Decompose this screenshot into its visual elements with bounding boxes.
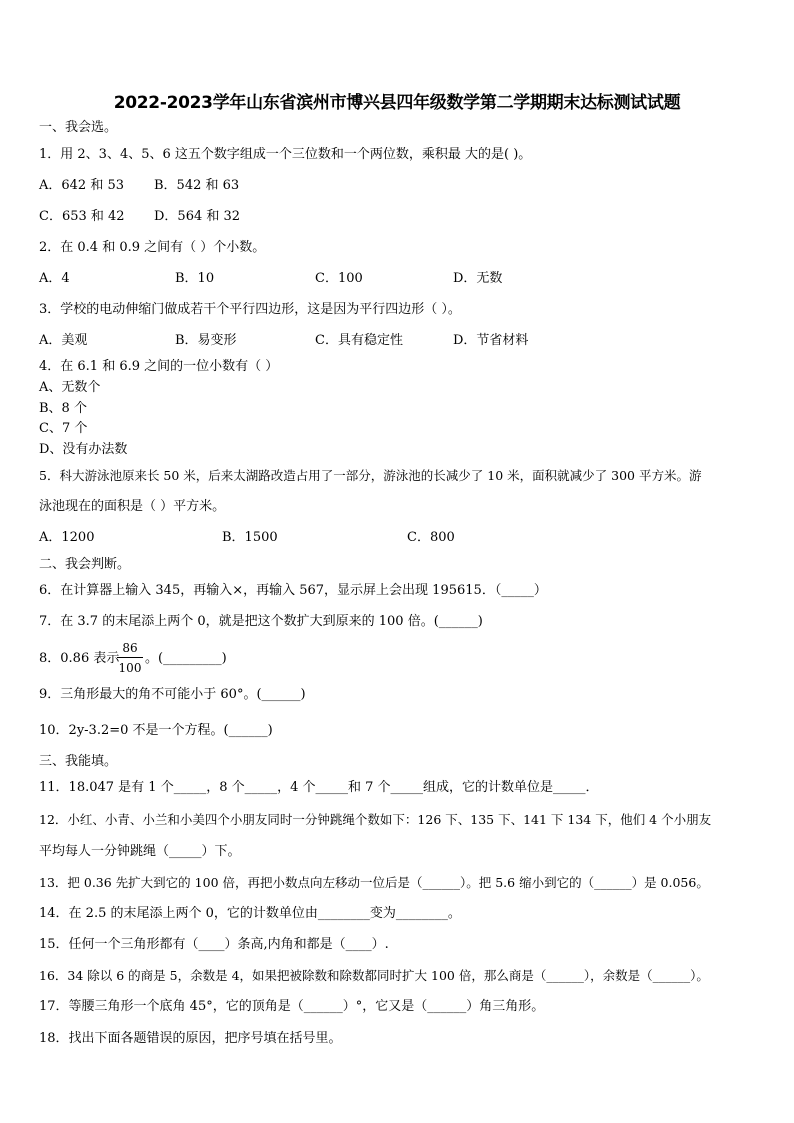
question-1-option-a: A．642 和 53 — [39, 178, 125, 193]
question-16: 16．34 除以 6 的商是 5，余数是 4，如果把被除数和除数都同时扩大 100 倍，那么商是（______），余数是（______）。 — [39, 968, 709, 983]
question-4-option-a: A、无数个 — [39, 380, 101, 395]
question-1-option-d: D．564 和 32 — [154, 209, 241, 224]
fraction-denominator: 100 — [118, 661, 142, 675]
question-7: 7．在 3.7 的末尾添上两个 0，就是把这个数扩大到原来的 100 倍。(______) — [39, 614, 483, 629]
question-4-option-d: D、没有办法数 — [39, 442, 128, 457]
question-5-stem-line-1: 5．科大游泳池原来长 50 米，后来太湖路改造占用了一部分，游泳池的长减少了 10 米，面积就减少了 300 平方米。游 — [39, 468, 702, 483]
question-5-option-c: C．800 — [407, 530, 455, 545]
question-2-option-c: C．100 — [315, 271, 363, 286]
question-3-option-d: D．节省材料 — [453, 333, 529, 348]
question-3-option-b: B．易变形 — [175, 333, 237, 348]
question-1-option-c: C．653 和 42 — [39, 209, 125, 224]
question-5-option-b: B．1500 — [222, 530, 278, 545]
question-12-line-2: 平均每人一分钟跳绳（_____）下。 — [39, 844, 241, 859]
question-2-option-b: B．10 — [175, 271, 215, 286]
question-8-prefix — [39, 651, 119, 667]
section-heading-fill: 三、我能填。 — [39, 754, 118, 769]
question-8-text: 8．0.86 表示 — [39, 651, 120, 666]
question-4-stem: 4．在 6.1 和 6.9 之间的一位小数有（ ） — [39, 359, 279, 374]
section-heading-judge: 二、我会判断。 — [39, 557, 131, 572]
section-heading-choose: 一、我会选。 — [39, 120, 118, 135]
question-2-stem: 2．在 0.4 和 0.9 之间有（ ）个小数。 — [39, 240, 266, 255]
question-3-option-a: A．美观 — [39, 333, 88, 348]
question-3-option-c: C．具有稳定性 — [315, 333, 403, 348]
question-6: 6．在计算器上输入 345，再输入×，再输入 567，显示屏上会出现 195615．（_____） — [39, 583, 547, 598]
question-10: 10．2y-3.2=0 不是一个方程。(______) — [39, 723, 273, 738]
question-5-option-a: A．1200 — [39, 530, 95, 545]
question-5-stem-line-2: 泳池现在的面积是（ ）平方米。 — [39, 499, 226, 514]
question-8-answer-blank: 。(_________) — [145, 651, 227, 666]
question-4-option-b: B、8 个 — [39, 401, 87, 416]
question-12-line-1: 12．小红、小青、小兰和小美四个小朋友同时一分钟跳绳个数如下：126 下、135 下、141 下 134 下，他们 4 个小朋友 — [39, 812, 712, 827]
question-1-option-b: B．542 和 63 — [154, 178, 240, 193]
question-18: 18．找出下面各题错误的原因，把序号填在括号里。 — [39, 1031, 342, 1046]
question-9: 9．三角形最大的角不可能小于 60°。(______) — [39, 687, 306, 702]
question-4-option-c: C、7 个 — [39, 421, 88, 436]
question-1-stem: 1．用 2、3、4、5、6 这五个数字组成一个三位数和一个两位数，乘积最 大的是( )。 — [39, 147, 532, 162]
question-14: 14．在 2.5 的末尾添上两个 0，它的计数单位由________变为________。 — [39, 906, 461, 921]
question-13: 13．把 0.36 先扩大到它的 100 倍，再把小数点向左移动一位后是（______）。把 5.6 缩小到它的（______）是 0.056。 — [39, 875, 709, 890]
question-2-option-d: D．无数 — [453, 271, 503, 286]
question-15: 15．任何一个三角形都有（____）条高,内角和都是（____）. — [39, 937, 389, 952]
fraction-numerator: 86 — [122, 641, 138, 655]
question-17: 17．等腰三角形一个底角 45°，它的顶角是（______）°，它又是（______）角三角形。 — [39, 999, 545, 1014]
question-11: 11．18.047 是有 1 个_____，8 个_____，4 个_____和 7 个_____组成，它的计数单位是_____． — [39, 780, 599, 795]
question-3-stem: 3．学校的电动伸缩门做成若干个平行四边形，这是因为平行四边形（ ）。 — [39, 302, 461, 317]
question-2-option-a: A．4 — [39, 271, 70, 286]
page-title: 2022-2023学年山东省滨州市博兴县四年级数学第二学期期末达标测试试题 — [113, 93, 681, 113]
fraction-bar — [117, 657, 143, 658]
